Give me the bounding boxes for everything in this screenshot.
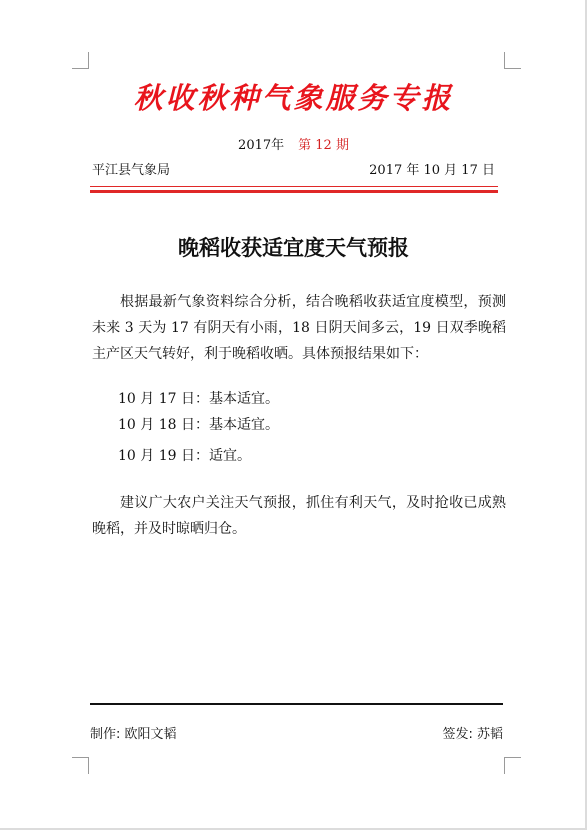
intro-paragraph: 根据最新气象资料综合分析，结合晚稻收获适宜度模型，预测未来 3 天为 17 有阴天有小雨，18 日阴天间多云，19 日双季晚稻主产区天气转好，利于晚稻收晒。具体预报结果如下：: [92, 294, 506, 362]
issuing-agency: 平江县气象局: [92, 163, 171, 178]
issue-year: 2017年: [238, 138, 285, 153]
crop-mark-top-right: [504, 52, 521, 69]
crop-mark-bottom-right: [504, 757, 521, 774]
header-divider-thick: [90, 190, 498, 193]
header-divider-thin: [90, 186, 498, 187]
bulletin-masthead: 秋收秋种气象服务专报: [133, 81, 454, 115]
forecast-item: 10 月 19 日：适宜。: [118, 448, 251, 464]
forecast-item: 10 月 18 日：基本适宜。: [118, 417, 279, 433]
issue-date: 2017 年 10 月 17 日: [369, 163, 495, 178]
crop-mark-bottom-left: [72, 757, 89, 774]
forecast-item: 10 月 17 日：基本适宜。: [118, 391, 279, 407]
crop-mark-top-left: [72, 52, 89, 69]
footer-signer: 签发: 苏韬: [442, 727, 503, 742]
footer-divider: [90, 703, 503, 705]
issue-line: [0, 136, 587, 156]
article-title: 晚稻收获适宜度天气预报: [178, 235, 409, 260]
issue-number: 第 12 期: [298, 138, 349, 153]
advice-paragraph: 建议广大农户关注天气预报，抓住有利天气，及时抢收已成熟晚稻，并及时晾晒归仓。: [92, 495, 506, 537]
footer-maker: 制作: 欧阳文韬: [90, 727, 177, 742]
